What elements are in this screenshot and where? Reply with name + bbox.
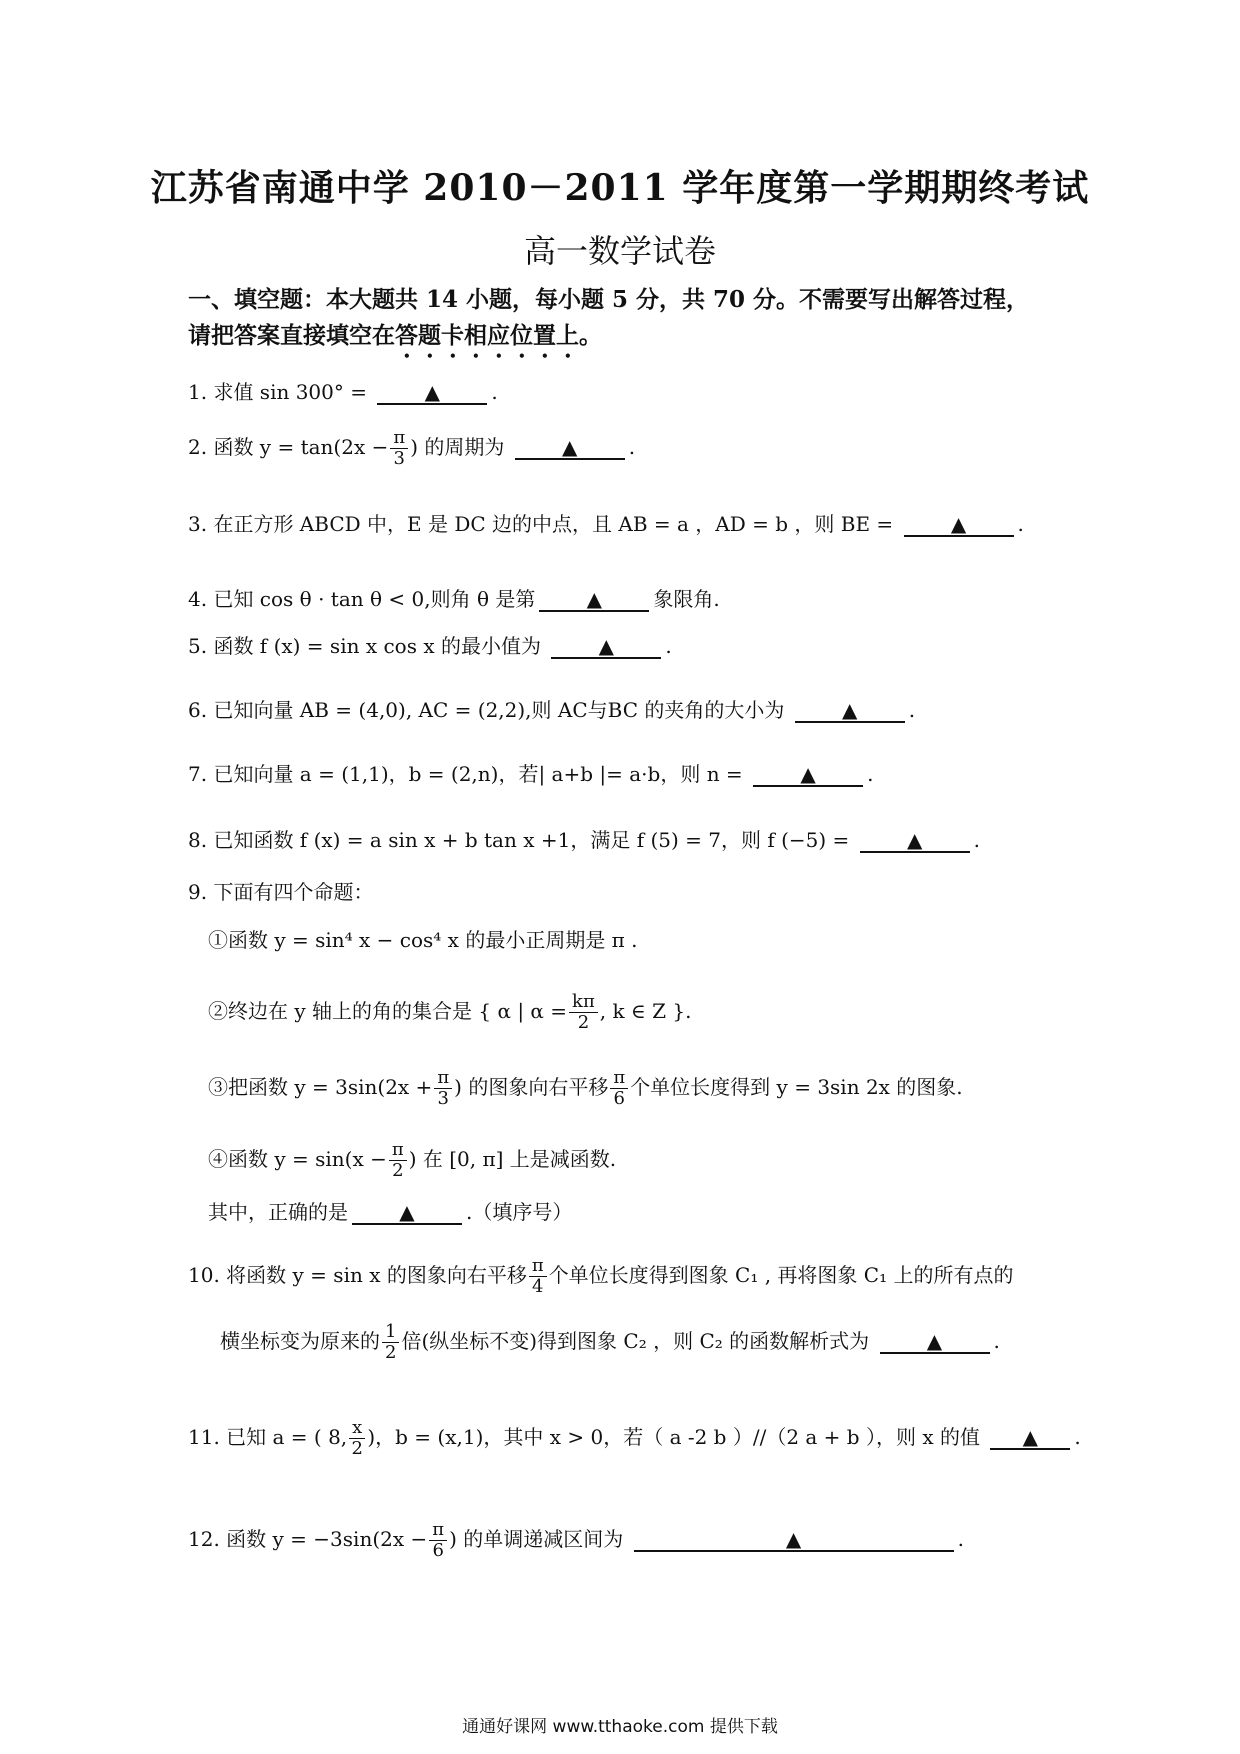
question-3: 3. 在正方形 ABCD 中，E 是 DC 边的中点，且 AB = a ，AD = b ，则 BE = ▲ . (188, 512, 1024, 536)
q9-proposition-3 (208, 1068, 963, 1109)
q7-text: 已知向量 a = (1,1)，b = (2,n)，若| a+b |= a·b，则 n = (213, 762, 743, 786)
q9-p3-mid: ) 的图象向右平移 (454, 1075, 609, 1099)
question-8: 8. 已知函数 f (x) = a sin x + b tan x +1，满足 f (5) = 7，则 f (−5) = ▲ . (188, 828, 981, 852)
q4-number: 4. (188, 587, 208, 611)
answer-blank-12: ▲ (634, 1528, 954, 1552)
q11-frac-num: x (349, 1418, 365, 1439)
q9-tail-post: .（填序号） (466, 1200, 573, 1224)
q11-post: )，b = (x,1)，其中 x > 0，若（ a -2 b ）//（2 a + b ），则 x 的值 (367, 1425, 980, 1449)
answer-blank-9: ▲ (352, 1201, 462, 1225)
section-heading (188, 282, 1068, 363)
q9-p4-den: 2 (392, 1160, 404, 1181)
q4-post: 象限角. (653, 587, 720, 611)
page-footer: 通通好课网 www.tthaoke.com 提供下载 (462, 1717, 778, 1737)
answer-blank-3: ▲ (904, 513, 1014, 537)
q5-text: 函数 f (x) = sin x cos x 的最小值为 (213, 634, 541, 658)
q10-post: 个单位长度得到图象 C₁ , 再将图象 C₁ 上的所有点的 (548, 1263, 1014, 1287)
q2-frac-num: π (390, 428, 408, 449)
question-6: 6. 已知向量 AB = (4,0), AC = (2,2),则 AC与BC 的夹角的大小为 ▲ . (188, 698, 916, 722)
answer-blank-2: ▲ (515, 436, 625, 460)
q9-p2-pre: ②终边在 y 轴上的角的集合是 { α | α = (208, 999, 568, 1023)
q9-p3-fraction-2 (610, 1068, 628, 1109)
question-9 (188, 876, 373, 905)
question-11: 11. 已知 a = ( 8, $\frac{x}{2}$ )，b = (x,1)，其中 x > 0，若（ a -2 b ）//（2 a + b ），则 x 的值 ▲ . (188, 1417, 1081, 1459)
heading-emphasis: 答题卡相应位置上 (395, 322, 579, 349)
q9-p3-post: 个单位长度得到 y = 3sin 2x 的图象. (630, 1075, 963, 1099)
exam-subtitle: 高一数学试卷 (523, 232, 716, 270)
answer-blank-4: ▲ (539, 588, 649, 612)
question-7: 7. 已知向量 a = (1,1)，b = (2,n)，若| a+b |= a·b，则 n = ▲ . (188, 762, 874, 786)
answer-blank-7: ▲ (753, 763, 863, 787)
answer-blank-6: ▲ (795, 699, 905, 723)
q9-proposition-4 (208, 1140, 616, 1181)
q10-l2-fraction (382, 1322, 399, 1363)
q3-number: 3. (188, 512, 208, 536)
q9-p3-den2: 6 (613, 1088, 625, 1109)
question-10-line-2: 横坐标变为原来的 $\frac{1}{2}$ 倍(纵坐标不变)得到图象 C₂ ，则 C₂ 的函数解析式为 ▲ . (220, 1321, 1000, 1363)
q9-answer-line (208, 1196, 572, 1225)
q10-l2-num: 1 (382, 1322, 399, 1343)
q5-number: 5. (188, 634, 208, 658)
q11-fraction (349, 1418, 365, 1459)
question-2: 2. 函数 y = tan(2x − $\frac{\pi}{3}$ ) 的周期为 ▲ . (188, 427, 636, 469)
q9-p4-num: π (389, 1140, 407, 1161)
q12-frac-num: π (429, 1520, 447, 1541)
question-4 (188, 583, 720, 612)
q10-frac-num: π (529, 1256, 547, 1277)
q9-p3-pre: ③把函数 y = 3sin(2x + (208, 1075, 433, 1099)
q9-proposition-1: ①函数 y = sin⁴ x − cos⁴ x 的最小正周期是 π . (208, 928, 638, 952)
heading-prefix: 请把答案直接填空在 (188, 322, 395, 349)
q12-frac-den: 6 (432, 1540, 444, 1561)
q10-number: 10. (188, 1263, 220, 1287)
q10-l2-pre: 横坐标变为原来的 (220, 1329, 380, 1353)
q2-fraction (390, 428, 408, 469)
q8-number: 8. (188, 828, 208, 852)
q9-p3-num2: π (610, 1068, 628, 1089)
q2-post: ) 的周期为 (410, 435, 505, 459)
q9-p2-fraction (569, 992, 598, 1033)
q10-frac-den: 4 (532, 1276, 544, 1297)
q2-number: 2. (188, 435, 208, 459)
q2-frac-den: 3 (393, 448, 405, 469)
answer-blank-11: ▲ (990, 1426, 1070, 1450)
exam-title: 江苏省南通中学 2010－2011 学年度第一学期期终考试 (150, 167, 1090, 209)
q11-pre: 已知 a = ( 8, (226, 1425, 348, 1449)
q12-number: 12. (188, 1527, 220, 1551)
q9-proposition-2 (208, 992, 692, 1033)
q4-pre: 已知 cos θ · tan θ < 0,则角 θ 是第 (213, 587, 536, 611)
q12-fraction (429, 1520, 447, 1561)
q9-p3-num1: π (434, 1068, 452, 1089)
q8-text: 已知函数 f (x) = a sin x + b tan x +1，满足 f (5) = 7，则 f (−5) = (213, 828, 850, 852)
q12-pre: 函数 y = −3sin(2x − (226, 1527, 428, 1551)
q9-p4-fraction (389, 1140, 407, 1181)
q9-number: 9. (188, 880, 208, 904)
q6-text: 已知向量 AB = (4,0), AC = (2,2),则 AC与BC 的夹角的大小为 (213, 698, 785, 722)
q10-fraction (529, 1256, 547, 1297)
heading-suffix: 。 (579, 322, 602, 349)
answer-blank-5: ▲ (551, 635, 661, 659)
q10-pre: 将函数 y = sin x 的图象向右平移 (226, 1263, 527, 1287)
q9-p4-pre: ④函数 y = sin(x − (208, 1147, 387, 1171)
q6-number: 6. (188, 698, 208, 722)
q1-number: 1. (188, 380, 208, 404)
q9-text: 下面有四个命题： (213, 880, 374, 904)
q9-p3-fraction-1 (434, 1068, 452, 1109)
section-heading-line1: 一、填空题：本大题共 14 小题，每小题 5 分，共 70 分。不需要写出解答过程， (188, 286, 1030, 313)
q7-number: 7. (188, 762, 208, 786)
q9-tail-pre: 其中，正确的是 (208, 1200, 348, 1224)
q11-frac-den: 2 (351, 1438, 363, 1459)
q10-l2-post: 倍(纵坐标不变)得到图象 C₂ ，则 C₂ 的函数解析式为 (401, 1329, 870, 1353)
q9-p4-post: ) 在 [0, π] 上是减函数. (408, 1147, 617, 1171)
answer-blank-8: ▲ (860, 829, 970, 853)
question-5: 5. 函数 f (x) = sin x cos x 的最小值为 ▲ . (188, 634, 672, 658)
q9-p2-post: , k ∈ Z }. (599, 999, 692, 1023)
q11-number: 11. (188, 1425, 220, 1449)
q9-p3-den1: 3 (437, 1088, 449, 1109)
q10-l2-den: 2 (385, 1342, 397, 1363)
q3-text: 在正方形 ABCD 中，E 是 DC 边的中点，且 AB = a ，AD = b ，则 BE = (213, 512, 894, 536)
q9-p2-num: kπ (569, 992, 598, 1013)
question-10 (188, 1256, 1013, 1297)
question-12: 12. 函数 y = −3sin(2x − $\frac{\pi}{6}$ ) 的单调递减区间为 ▲ . (188, 1519, 964, 1561)
q12-post: ) 的单调递减区间为 (449, 1527, 624, 1551)
q2-pre: 函数 y = tan(2x − (213, 435, 389, 459)
question-1: 1. 求值 sin 300° = ▲ . (188, 380, 498, 404)
answer-blank-10: ▲ (880, 1330, 990, 1354)
q1-text: 求值 sin 300° = (213, 380, 367, 404)
q9-p2-den: 2 (577, 1012, 590, 1033)
section-heading-line2 (188, 318, 1068, 363)
answer-blank-1: ▲ (377, 381, 487, 405)
